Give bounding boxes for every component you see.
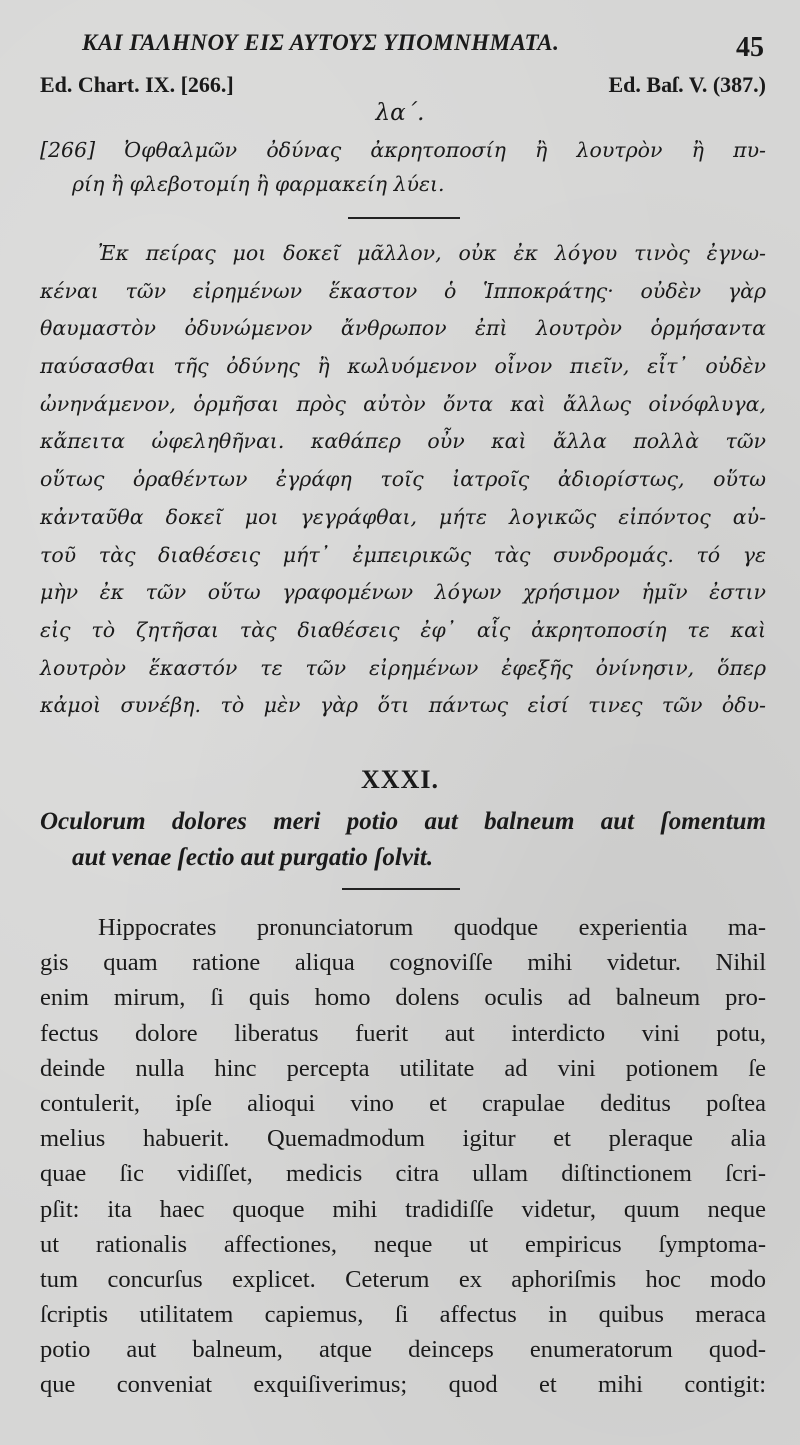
text-line: ut rationalis affectiones, neque ut empiricus ſymptoma- [40, 1230, 766, 1258]
text-line: εἰς τὸ ζητῆσαι τὰς διαθέσεις ἐφ᾽ αἷς ἀκρητοποσίη τε καὶ [40, 617, 766, 642]
text-line: enim mirum, ſi quis homo dolens oculis ad balneum pro- [40, 984, 766, 1012]
text-line: Ἐκ πείρας μοι δοκεῖ μᾶλλον, οὐκ ἐκ λόγου τινὸς ἐγνω- [98, 241, 766, 265]
edition-reference-row [40, 72, 766, 102]
latin-aphorism-text [40, 804, 766, 876]
edition-reference-right: Ed. Baſ. V. (387.) [608, 72, 766, 97]
text-line: μὴν ἐκ τῶν οὕτω γραφομένων λόγων χρήσιμον ἡμῖν ἐστιν [40, 580, 766, 605]
text-line: que conveniat exquiſiverimus; quod et mihi contigit: [40, 1371, 766, 1399]
text-line: οὕτως ὁραθέντων ἐγράφη τοῖς ἰατροῖς ἀδιορίστως, οὕτω [40, 467, 766, 492]
text-line: θαυμαστὸν ὀδυνώμενον ἄνθρωπον ἐπὶ λουτρὸν ὁρμήσαντα [40, 316, 766, 341]
text-line: aut venae ſectio aut purgatio ſolvit. [72, 844, 434, 871]
text-line: λουτρὸν ἕκαστόν τε τῶν εἰρημένων ἐφεξῆς ὀνίνησιν, ὅπερ [40, 655, 766, 680]
greek-aphorism-text [40, 133, 766, 201]
text-line: ſcriptis utilitatem capiemus, ſi affectus in quibus meraca [40, 1301, 766, 1329]
text-line: deinde nulla hinc percepta utilitate ad vini potionem ſe [40, 1054, 766, 1082]
text-line: melius habuerit. Quemadmodum igitur et pleraque alia [40, 1125, 766, 1153]
text-line: τοῦ τὰς διαθέσεις μήτ᾽ ἐμπειρικῶς τὰς συνδρομάς. τό γε [40, 542, 766, 567]
text-line: pſit: ita haec quoque mihi tradidiſſe videtur, quum neque [40, 1195, 766, 1223]
text-line: fectus dolore liberatus fuerit aut interdicto vini potu, [40, 1019, 766, 1047]
section-divider [342, 888, 460, 890]
edition-reference-left: Ed. Chart. IX. [266.] [40, 72, 234, 97]
text-line: κἀνταῦθα δοκεῖ μοι γεγράφθαι, μήτε λογικῶς εἰπόντος αὐ- [40, 504, 766, 529]
latin-aphorism-number: XXXI. [361, 765, 439, 794]
text-line: παύσασθαι τῆς ὀδύνης ἢ κωλυόμενον οἶνον πιεῖν, εἶτ᾽ οὐδὲν [40, 354, 766, 379]
text-line: κἀμοὶ συνέβη. τὸ μὲν γὰρ ὅτι πάντως εἰσί τινες τῶν ὀδυ- [40, 693, 766, 718]
running-title: ΚΑΙ ΓΑΛΗΝΟΥ ΕΙΣ ΑΥΤΟΥΣ ΥΠΟΜΝΗΜΑΤΑ. [82, 30, 560, 55]
text-line: quae ſic vidiſſet, medicis citra ullam diſtinctionem ſcri- [40, 1160, 766, 1188]
greek-commentary-text [40, 235, 766, 725]
text-line: Oculorum dolores meri potio aut balneum aut ſomentum [40, 808, 766, 835]
text-line: ὠνηνάμενον, ὁρμῆσαι πρὸς αὐτὸν ὄντα καὶ ἄλλως οἰνόφλυγα, [40, 391, 766, 416]
text-line: potio aut balneum, atque deinceps enumeratorum quod- [40, 1336, 766, 1364]
page-number: 45 [736, 32, 764, 63]
text-line: Hippocrates pronunciatorum quodque experientia ma- [98, 914, 766, 941]
text-line: κἄπειτα ὠφεληθῆναι. καθάπερ οὖν καὶ ἄλλα πολλὰ τῶν [40, 429, 766, 454]
greek-aphorism-number: λα΄. [375, 100, 425, 126]
text-line: tum concurſus explicet. Ceterum ex aphoriſmis hoc modo [40, 1265, 766, 1293]
text-line: contulerit, ipſe alioqui vino et crapulae deditus poſtea [40, 1089, 766, 1117]
text-line: [266] Ὀφθαλμῶν ὀδύνας ἀκρητοποσίη ἢ λουτρὸν ἢ πυ- [40, 138, 766, 162]
latin-commentary-text [40, 910, 766, 1403]
section-divider [348, 217, 460, 219]
text-line: κέναι τῶν εἰρημένων ἕκαστον ὁ Ἱπποκράτης· οὐδὲν γὰρ [40, 278, 766, 303]
text-line: gis quam ratione aliqua cognoviſſe mihi videtur. Nihil [40, 949, 766, 977]
text-line: ρίη ἢ φλεβοτομίη ἢ φαρμακείη λύει. [72, 172, 445, 196]
